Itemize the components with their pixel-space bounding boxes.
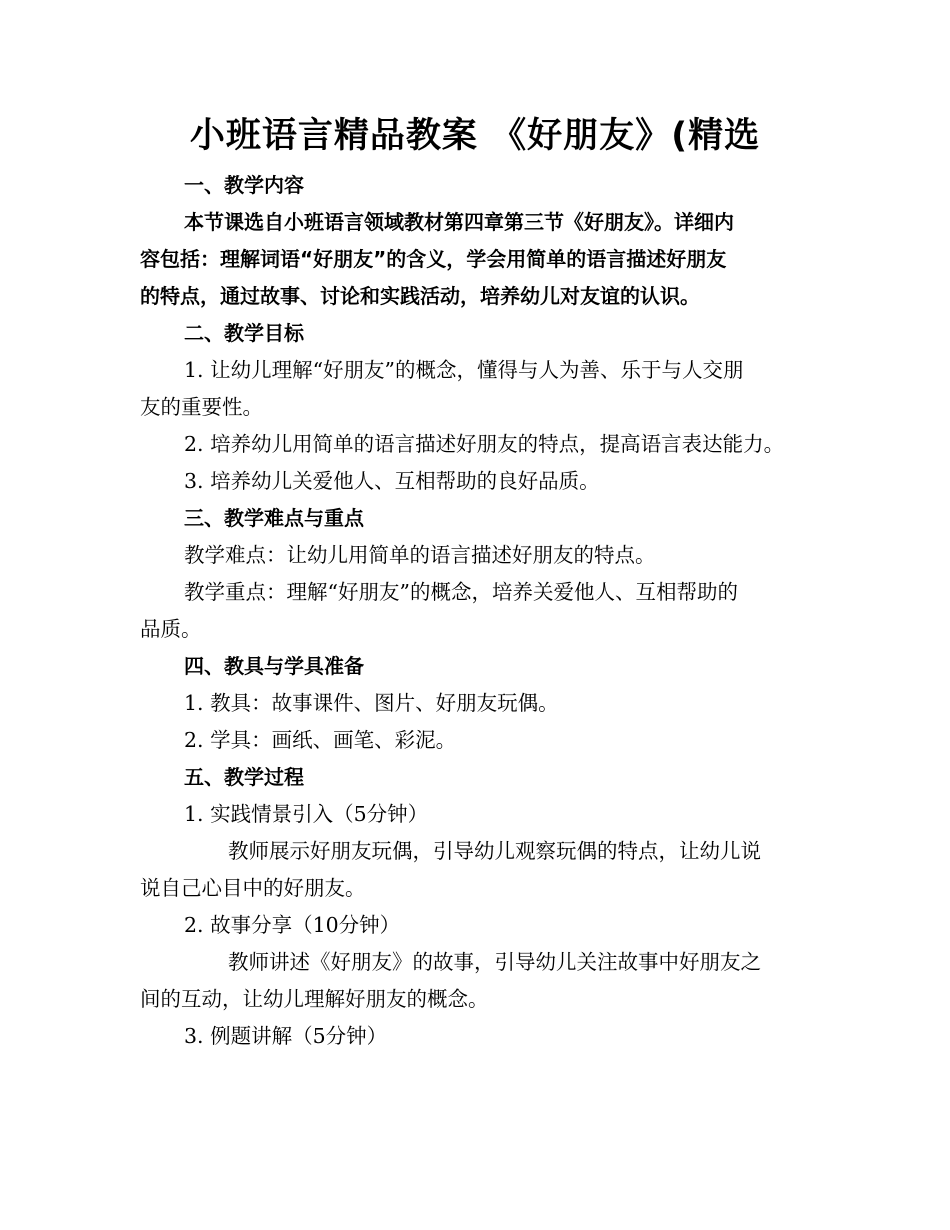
goal-item-3: 3. 培养幼儿关爱他人、互相帮助的良好品质。 [184,469,600,493]
process-step-1: 1. 实践情景引入（5分钟） [184,802,429,826]
content-paragraph-line: 本节课选自小班语言领域教材第四章第三节《好朋友》。详细内 [184,210,734,234]
heading-materials: 四、教具与学具准备 [184,654,364,678]
goal-item-1: 1. 让幼儿理解“好朋友”的概念，懂得与人为善、乐于与人交朋 [184,358,744,382]
teaching-difficulty: 教学难点：让幼儿用简单的语言描述好朋友的特点。 [184,543,656,567]
content-paragraph-line: 容包括：理解词语“好朋友”的含义，学会用简单的语言描述好朋友 [140,247,727,271]
process-step-1-text: 教师展示好朋友玩偶，引导幼儿观察玩偶的特点，让幼儿说 [228,839,761,863]
teaching-key-point: 教学重点：理解“好朋友”的概念，培养关爱他人、互相帮助的 [184,580,738,604]
heading-teaching-goals: 二、教学目标 [184,321,304,345]
goal-item-2: 2. 培养幼儿用简单的语言描述好朋友的特点，提高语言表达能力。 [184,432,785,456]
materials-item-2: 2. 学具：画纸、画笔、彩泥。 [184,728,457,752]
heading-teaching-content: 一、教学内容 [184,173,304,197]
process-step-2: 2. 故事分享（10分钟） [184,913,401,937]
process-step-3: 3. 例题讲解（5分钟） [184,1024,388,1048]
process-step-1-text-cont: 说自己心目中的好朋友。 [140,876,366,900]
process-step-2-text-cont: 间的互动，让幼儿理解好朋友的概念。 [140,987,489,1011]
heading-difficulty-key: 三、教学难点与重点 [184,506,364,530]
document-title: 小班语言精品教案 《好朋友》(精选 [189,116,761,156]
goal-item-1-cont: 友的重要性。 [140,395,263,419]
document-body [140,167,820,1055]
materials-item-1: 1. 教具：故事课件、图片、好朋友玩偶。 [184,691,559,715]
teaching-key-point-cont: 品质。 [140,617,202,641]
process-step-2-text: 教师讲述《好朋友》的故事，引导幼儿关注故事中好朋友之 [228,950,761,974]
heading-teaching-process: 五、教学过程 [184,765,304,789]
content-paragraph-line: 的特点，通过故事、讨论和实践活动，培养幼儿对友谊的认识。 [140,284,700,308]
